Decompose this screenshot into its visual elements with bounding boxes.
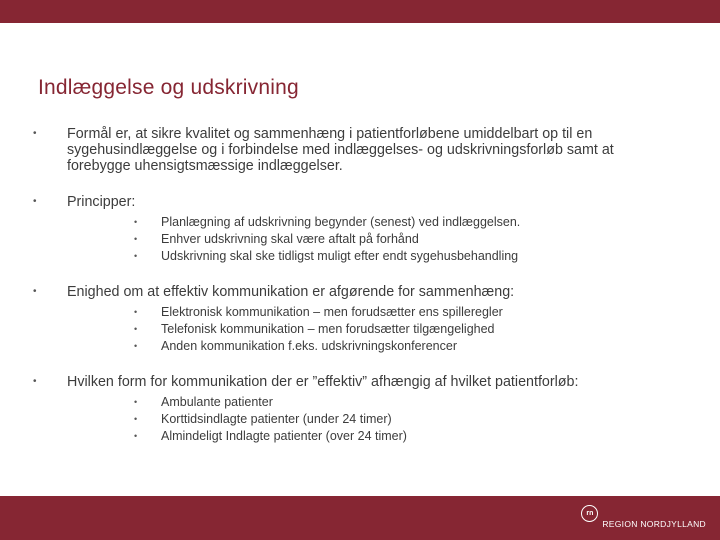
sub-list xyxy=(67,214,670,265)
bullet-principles xyxy=(0,194,720,265)
sub-item: • Enhver udskrivning skal være aftalt på forhånd xyxy=(67,231,670,248)
sub-item: • Elektronisk kommunikation – men forudsætter ens spilleregler xyxy=(67,304,670,321)
bullet-purpose xyxy=(0,126,720,174)
sub-item: • Ambulante patienter xyxy=(67,394,670,411)
bullet-effective-form xyxy=(0,374,720,445)
sub-item: • Planlægning af udskrivning begynder (senest) ved indlæggelsen. xyxy=(67,214,670,231)
sub-item: • Korttidsindlagte patienter (under 24 timer) xyxy=(67,411,670,428)
slide-content xyxy=(0,126,720,458)
sub-item: • Udskrivning skal ske tidligst muligt efter endt sygehusbehandling xyxy=(67,248,670,265)
header-bar xyxy=(0,0,720,23)
sub-list xyxy=(67,394,670,445)
bullet-text: Enighed om at effektiv kommunikation er afgørende for sammenhæng: xyxy=(67,284,515,300)
region-logo-text: REGION NORDJYLLAND xyxy=(602,519,706,529)
bullet-text: Formål er, at sikre kvalitet og sammenhæng i patientforløbene umiddelbart op til en sygehusindlæggelse og i forbindelse med indlæggelses- og udskrivningsforløb samt at forebygge uhensigtsmæssige indlæggelser. xyxy=(67,126,614,174)
sub-item: • Almindeligt Indlagte patienter (over 24 timer) xyxy=(67,428,670,445)
sub-item: • Telefonisk kommunikation – men forudsætter tilgængelighed xyxy=(67,321,670,338)
bullet-text: Principper: xyxy=(67,194,136,210)
sub-list xyxy=(67,304,670,355)
bullet-text: Hvilken form for kommunikation der er ”effektiv” afhængig af hvilket patientforløb: xyxy=(67,374,579,390)
region-logo-icon: rn xyxy=(581,505,598,522)
slide-title: Indlæggelse og udskrivning xyxy=(38,76,299,99)
sub-item: • Anden kommunikation f.eks. udskrivningskonferencer xyxy=(67,338,670,355)
region-logo xyxy=(581,504,706,532)
bullet-communication xyxy=(0,284,720,355)
